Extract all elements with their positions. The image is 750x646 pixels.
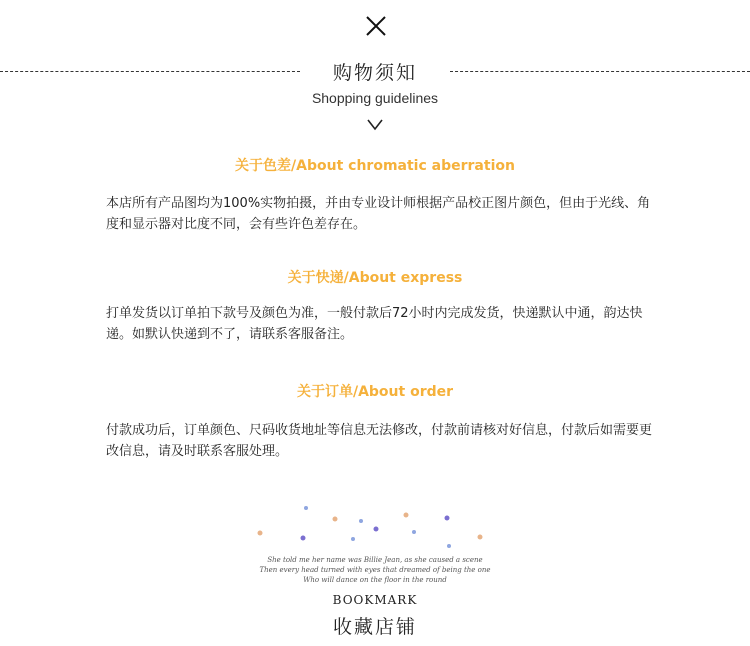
page-title-cn: 购物须知 [332, 62, 417, 84]
footer-script-line-2: Then every head turned with eyes that dreamed of being the one [259, 566, 491, 574]
section-body-order: 付款成功后，订单颜色、尺码收货地址等信息无法修改，付款前请核对好信息，付款后如需要更改信息，请及时联系客服处理。 [106, 423, 653, 459]
footer-script-line-3: Who will dance on the floor in the round [303, 576, 447, 584]
section-title-express: 关于快递/About express [287, 270, 463, 286]
section-body-chromatic: 本店所有产品图均为100%实物拍摄，并由专业设计师根据产品校正图片颜色，但由于光线、角度和显示器对比度不同，会有些许色差存在。 [106, 196, 651, 232]
section-body-express: 打单发货以订单拍下款号及颜色为准，一般付款后72小时内完成发货，快递默认中通，韵达快递。如默认快递到不了，请联系客服备注。 [106, 306, 643, 342]
header-divider-right [450, 71, 750, 72]
page-title-en: Shopping guidelines [311, 90, 439, 106]
decorative-dots [250, 500, 500, 550]
chevron-down-icon [366, 118, 384, 132]
header-divider-left [0, 71, 300, 72]
bookmark-label-en[interactable]: BOOKMARK [332, 593, 418, 607]
bookmark-label-cn[interactable]: 收藏店铺 [332, 616, 417, 638]
footer-script-line-1: She told me her name was Billie Jean, as she caused a scene [267, 556, 483, 564]
close-icon[interactable] [364, 14, 388, 38]
section-title-chromatic: 关于色差/About chromatic aberration [235, 158, 515, 174]
section-title-order: 关于订单/About order [296, 384, 454, 400]
